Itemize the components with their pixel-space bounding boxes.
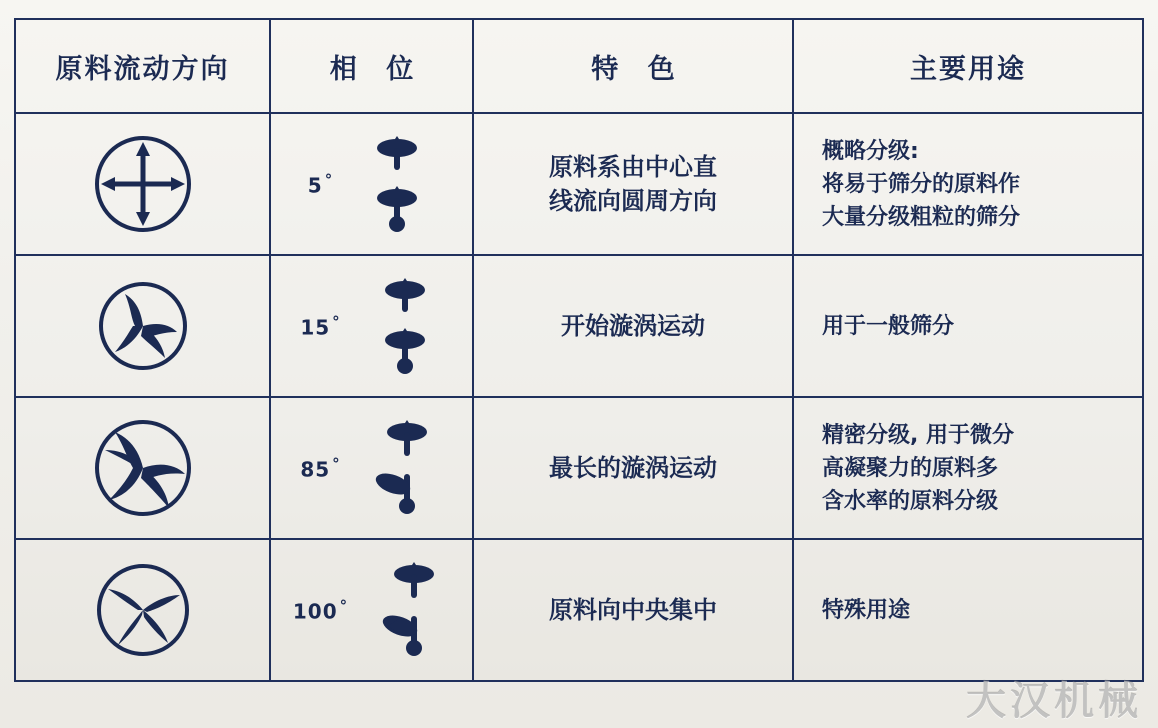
phase-vector-icon <box>359 270 443 382</box>
long-swirl-icon <box>81 406 205 530</box>
table-row <box>15 539 1143 681</box>
main-use-cell <box>793 539 1143 681</box>
main-use-text: 用于一般筛分 <box>822 313 955 339</box>
phase-vector-icon <box>359 412 443 524</box>
header-feature: 特 色 <box>473 19 793 113</box>
feature-text: 原料系由中心直 线流向圆周方向 <box>549 152 717 215</box>
flow-direction-cell <box>15 255 270 397</box>
phase-angle: 5 ° <box>307 170 334 198</box>
header-phase: 相 位 <box>270 19 473 113</box>
main-use-cell <box>793 255 1143 397</box>
table-row <box>15 255 1143 397</box>
phase-angle: 15 ° <box>300 312 341 340</box>
table-row <box>15 397 1143 539</box>
feature-text: 原料向中央集中 <box>549 595 717 624</box>
main-use-text: 精密分级, 用于微分 高凝聚力的原料多 含水率的原料分级 <box>822 422 1015 514</box>
cross-arrows-circle-icon <box>83 124 203 244</box>
feature-text: 最长的漩涡运动 <box>549 453 717 482</box>
table-body <box>15 113 1143 681</box>
phase-cell <box>270 397 473 539</box>
phase-vector-icon <box>366 554 450 666</box>
flow-direction-cell <box>15 113 270 255</box>
flow-direction-cell <box>15 539 270 681</box>
header-main-use: 主要用途 <box>793 19 1143 113</box>
feature-cell <box>473 397 793 539</box>
table <box>14 18 1144 682</box>
header-flow-direction: 原料流动方向 <box>15 19 270 113</box>
table-row <box>15 113 1143 255</box>
phase-vector-icon <box>351 128 435 240</box>
table-header <box>15 19 1143 113</box>
feature-cell <box>473 113 793 255</box>
main-use-cell <box>793 113 1143 255</box>
flow-direction-cell <box>15 397 270 539</box>
feature-cell <box>473 255 793 397</box>
three-blade-swirl-icon <box>83 266 203 386</box>
header-row <box>15 19 1143 113</box>
feature-cell <box>473 539 793 681</box>
phase-cell <box>270 539 473 681</box>
phase-angle: 100 ° <box>292 596 349 624</box>
phase-characteristics-table <box>14 18 1142 678</box>
phase-angle: 85 ° <box>300 454 341 482</box>
phase-cell <box>270 255 473 397</box>
phase-cell <box>270 113 473 255</box>
main-use-cell <box>793 397 1143 539</box>
main-use-text: 概略分级: 将易于筛分的原料作 大量分级粗粒的筛分 <box>822 138 1021 230</box>
feature-text: 开始漩涡运动 <box>561 311 705 340</box>
watermark: 大汉机械 <box>966 677 1142 724</box>
main-use-text: 特殊用途 <box>822 597 911 623</box>
inward-swirl-icon <box>84 551 202 669</box>
